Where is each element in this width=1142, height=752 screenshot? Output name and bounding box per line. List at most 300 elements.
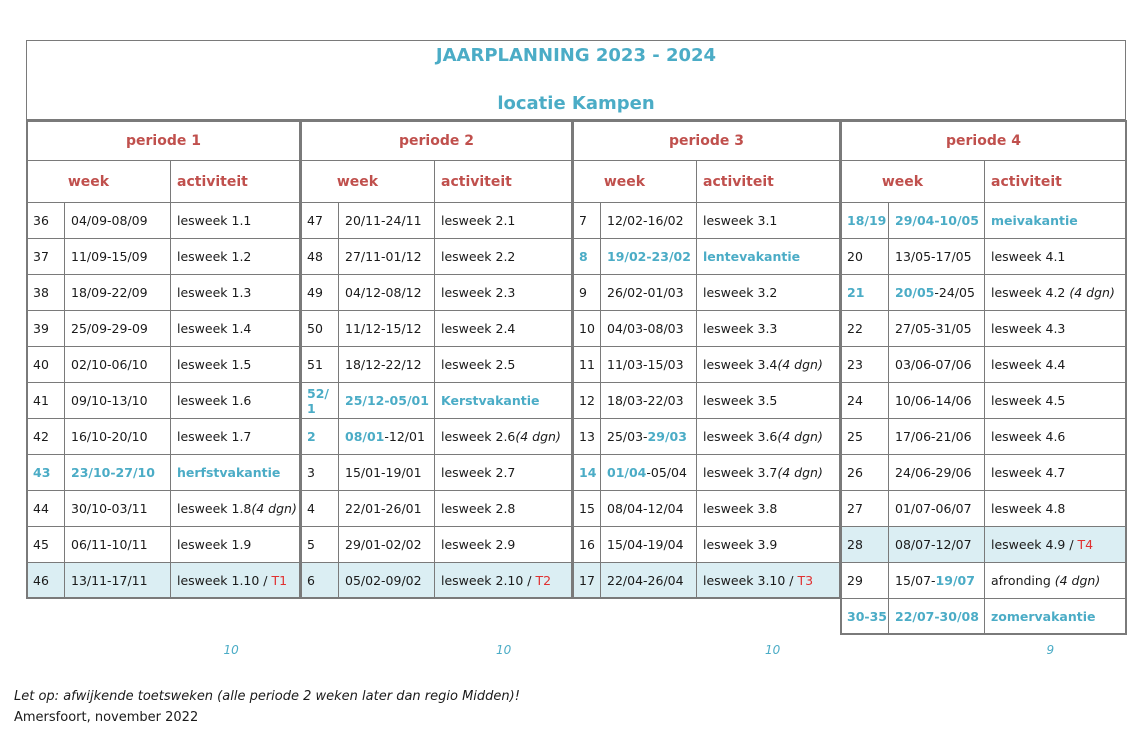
week-number-text: 38 — [33, 285, 49, 300]
activity-text: lesweek 3.8 — [703, 501, 778, 516]
date-start: 08/01 — [345, 429, 385, 444]
date-end: -12/01 — [384, 429, 425, 444]
activity — [696, 238, 841, 275]
week-number-text: 49 — [307, 285, 323, 300]
week-dates — [600, 526, 697, 563]
days-note: (4 dgn) — [1069, 285, 1115, 300]
activity — [984, 526, 1127, 563]
week-number-text: 15 — [579, 501, 595, 516]
date-end: 19/07 — [935, 573, 975, 588]
activity — [696, 454, 841, 491]
days-note: (4 dgn) — [251, 501, 297, 516]
activity-text: lesweek 1.3 — [177, 285, 252, 300]
page-title: JAARPLANNING 2023 - 2024 — [435, 45, 717, 66]
activity — [696, 526, 841, 563]
week-number-text: 2 — [307, 429, 316, 444]
date-range: 24/06-29/06 — [895, 465, 972, 480]
week-number-text: 41 — [33, 393, 49, 408]
date-range: 03/06-07/06 — [895, 357, 972, 372]
week-number-text: 21 — [847, 285, 865, 300]
week-dates — [600, 382, 697, 419]
week-dates — [64, 274, 171, 311]
footnote: Let op: afwijkende toetsweken (alle periode 2 weken later dan regio Midden)! — [14, 689, 520, 704]
date-range: 29/04-10/05 — [895, 213, 979, 228]
date-range: 10/06-14/06 — [895, 393, 972, 408]
week-number — [840, 598, 889, 635]
days-note: (4 dgn) — [515, 429, 561, 444]
week-number — [300, 454, 339, 491]
activity-text: lesweek 1.8 — [177, 501, 252, 516]
activity — [434, 562, 573, 599]
week-number — [300, 310, 339, 347]
activity — [170, 418, 301, 455]
date-range: 18/03-22/03 — [607, 393, 684, 408]
date-range: 25/12-05/01 — [345, 393, 429, 408]
activity-label: activiteit — [703, 173, 774, 190]
week-dates — [600, 274, 697, 311]
activity — [984, 490, 1127, 527]
week-dates — [338, 238, 435, 275]
week-dates — [338, 454, 435, 491]
days-note: (4 dgn) — [777, 429, 823, 444]
week-count-value: 10 — [765, 643, 781, 657]
activity-text: lesweek 1.1 — [177, 213, 252, 228]
week-dates — [338, 346, 435, 383]
activity-text: lesweek 1.7 — [177, 429, 252, 444]
activity-column-header — [984, 160, 1127, 203]
activity — [170, 346, 301, 383]
activity — [984, 202, 1127, 239]
week-number-text: 26 — [847, 465, 863, 480]
week-dates — [600, 490, 697, 527]
date-range: 04/12-08/12 — [345, 285, 422, 300]
week-number — [572, 526, 601, 563]
week-number-text: 48 — [307, 249, 323, 264]
activity-text: lesweek 4.6 — [991, 429, 1066, 444]
week-number-text: 17 — [579, 573, 595, 588]
activity — [984, 562, 1127, 599]
week-count — [1047, 643, 1055, 657]
activity-text: lesweek 3.5 — [703, 393, 778, 408]
week-number — [26, 274, 65, 311]
activity — [170, 202, 301, 239]
date-range: 06/11-10/11 — [71, 537, 148, 552]
activity — [696, 310, 841, 347]
test-marker: T4 — [1077, 537, 1094, 552]
activity-text: afronding — [991, 573, 1055, 588]
week-dates — [888, 526, 985, 563]
days-note: (4 dgn) — [1054, 573, 1101, 588]
test-marker: T2 — [535, 573, 552, 588]
week-number — [300, 562, 339, 599]
date-range: 17/06-21/06 — [895, 429, 972, 444]
week-dates — [64, 238, 171, 275]
week-number — [300, 526, 339, 563]
week-dates — [338, 418, 435, 455]
week-dates — [600, 418, 697, 455]
week-dates — [888, 238, 985, 275]
week-number — [26, 562, 65, 599]
week-number — [26, 490, 65, 527]
week-dates — [888, 454, 985, 491]
week-number — [572, 490, 601, 527]
activity-text: lesweek 2.5 — [441, 357, 516, 372]
activity — [984, 346, 1127, 383]
week-number-text: 7 — [579, 213, 587, 228]
activity-label: activiteit — [177, 173, 248, 190]
week-dates — [338, 382, 435, 419]
date-end: -05/04 — [646, 465, 687, 480]
date-range: 08/07-12/07 — [895, 537, 972, 552]
week-dates — [888, 274, 985, 311]
activity-text: lesweek 4.5 — [991, 393, 1066, 408]
activity-text: lesweek 4.9 / — [991, 537, 1078, 552]
activity — [434, 418, 573, 455]
week-number — [300, 346, 339, 383]
week-number-text: 36 — [33, 213, 49, 228]
activity — [696, 382, 841, 419]
week-dates — [888, 310, 985, 347]
week-number-text: 25 — [847, 429, 863, 444]
period-name: periode 2 — [399, 132, 474, 149]
activity — [434, 454, 573, 491]
date-range: 11/09-15/09 — [71, 249, 148, 264]
activity — [696, 562, 841, 599]
week-number — [572, 346, 601, 383]
week-number-text: 8 — [579, 249, 588, 264]
week-number-text: 50 — [307, 321, 323, 336]
week-number-text: 29 — [847, 573, 863, 588]
week-number-text: 6 — [307, 573, 315, 588]
date-range: 08/04-12/04 — [607, 501, 684, 516]
week-number — [572, 562, 601, 599]
week-dates — [888, 202, 985, 239]
week-number-text: 40 — [33, 357, 49, 372]
week-dates — [888, 562, 985, 599]
week-number — [840, 202, 889, 239]
activity-text: lesweek 4.2 — [991, 285, 1070, 300]
date-range: 27/05-31/05 — [895, 321, 972, 336]
activity-text: lesweek 2.6 — [441, 429, 516, 444]
activity — [984, 310, 1127, 347]
date-range: 12/02-16/02 — [607, 213, 684, 228]
activity — [434, 310, 573, 347]
date-end: -24/05 — [934, 285, 975, 300]
activity — [434, 238, 573, 275]
activity — [984, 454, 1127, 491]
date-end: 29/03 — [647, 429, 687, 444]
week-number-text: 16 — [579, 537, 595, 552]
activity-text: lesweek 3.9 — [703, 537, 778, 552]
week-number — [300, 202, 339, 239]
activity-text: lesweek 4.8 — [991, 501, 1066, 516]
activity — [696, 490, 841, 527]
date-range: 25/09-29-09 — [71, 321, 148, 336]
activity-text: lesweek 3.6 — [703, 429, 778, 444]
activity — [696, 346, 841, 383]
week-number-text: 11 — [579, 357, 595, 372]
week-dates — [888, 418, 985, 455]
date-start: 15/07- — [895, 573, 936, 588]
week-dates — [600, 562, 697, 599]
activity-text: lesweek 3.1 — [703, 213, 778, 228]
date-range: 13/05-17/05 — [895, 249, 972, 264]
week-number-text: 14 — [579, 465, 597, 480]
activity-text: lesweek 3.3 — [703, 321, 778, 336]
week-number-text: 9 — [579, 285, 587, 300]
week-dates — [600, 454, 697, 491]
activity-text: lesweek 3.10 / — [703, 573, 798, 588]
week-count-value: 10 — [496, 643, 512, 657]
week-dates — [64, 526, 171, 563]
place-date: Amersfoort, november 2022 — [14, 710, 199, 725]
date-range: 30/10-03/11 — [71, 501, 148, 516]
activity-text: zomervakantie — [991, 609, 1096, 624]
week-number — [26, 454, 65, 491]
activity-text: lesweek 4.7 — [991, 465, 1066, 480]
week-dates — [64, 382, 171, 419]
week-number — [572, 418, 601, 455]
date-range: 29/01-02/02 — [345, 537, 422, 552]
activity-text: lesweek 3.4 — [703, 357, 778, 372]
week-number-text: 5 — [307, 537, 315, 552]
date-range: 11/03-15/03 — [607, 357, 684, 372]
activity-text: meivakantie — [991, 213, 1078, 228]
date-range: 20/11-24/11 — [345, 213, 422, 228]
activity-column-header — [170, 160, 301, 203]
activity-text: lesweek 1.4 — [177, 321, 252, 336]
activity-text: lesweek 1.9 — [177, 537, 252, 552]
date-range: 15/01-19/01 — [345, 465, 422, 480]
date-range: 02/10-06/10 — [71, 357, 148, 372]
activity-text: lentevakantie — [703, 249, 801, 264]
week-number-text: 45 — [33, 537, 49, 552]
week-dates — [64, 562, 171, 599]
week-number — [572, 238, 601, 275]
date-range: 13/11-17/11 — [71, 573, 148, 588]
date-range: 22/04-26/04 — [607, 573, 684, 588]
week-number-text: 10 — [579, 321, 595, 336]
date-start: 25/03- — [607, 429, 648, 444]
week-number-text: 30-35 — [847, 609, 887, 624]
week-dates — [338, 202, 435, 239]
week-dates — [64, 454, 171, 491]
activity — [984, 274, 1127, 311]
week-number — [840, 454, 889, 491]
week-dates — [64, 310, 171, 347]
activity-text: lesweek 2.4 — [441, 321, 516, 336]
week-dates — [600, 202, 697, 239]
week-number — [840, 274, 889, 311]
week-number — [840, 418, 889, 455]
date-range: 04/03-08/03 — [607, 321, 684, 336]
week-number-text: 42 — [33, 429, 49, 444]
week-number — [300, 490, 339, 527]
activity — [170, 454, 301, 491]
week-number-text: 24 — [847, 393, 863, 408]
week-dates — [600, 310, 697, 347]
week-number-text: 20 — [847, 249, 863, 264]
activity-text: lesweek 4.4 — [991, 357, 1066, 372]
week-number — [26, 238, 65, 275]
date-range: 22/07-30/08 — [895, 609, 979, 624]
date-range: 18/12-22/12 — [345, 357, 422, 372]
date-range: 19/02-23/02 — [607, 249, 691, 264]
week-number-text: 22 — [847, 321, 863, 336]
activity — [170, 274, 301, 311]
activity — [984, 382, 1127, 419]
week-number-text: 52/1 — [307, 385, 329, 416]
activity — [696, 418, 841, 455]
week-number-text: 39 — [33, 321, 49, 336]
week-dates — [338, 526, 435, 563]
activity — [170, 490, 301, 527]
week-number — [840, 526, 889, 563]
week-number — [840, 490, 889, 527]
week-dates — [600, 346, 697, 383]
activity — [984, 418, 1127, 455]
week-column-header — [840, 160, 985, 203]
week-number — [300, 238, 339, 275]
week-number — [572, 274, 601, 311]
week-number — [840, 238, 889, 275]
date-range: 15/04-19/04 — [607, 537, 684, 552]
period-name: periode 4 — [946, 132, 1021, 149]
week-number — [840, 382, 889, 419]
week-number-text: 47 — [307, 213, 323, 228]
week-number-text: 4 — [307, 501, 315, 516]
week-number — [300, 274, 339, 311]
week-dates — [338, 490, 435, 527]
date-range: 26/02-01/03 — [607, 285, 684, 300]
activity — [170, 562, 301, 599]
week-count-value: 9 — [1046, 643, 1055, 657]
activity-text: herfstvakantie — [177, 465, 281, 480]
activity — [434, 274, 573, 311]
activity-text: lesweek 2.10 / — [441, 573, 536, 588]
activity-text: lesweek 3.2 — [703, 285, 778, 300]
week-number — [572, 454, 601, 491]
week-dates — [888, 490, 985, 527]
activity — [170, 526, 301, 563]
week-dates — [64, 202, 171, 239]
activity — [434, 526, 573, 563]
activity — [984, 238, 1127, 275]
week-number — [26, 202, 65, 239]
activity — [696, 202, 841, 239]
period-name: periode 1 — [126, 132, 201, 149]
days-note: (4 dgn) — [777, 357, 823, 372]
activity-text: lesweek 2.7 — [441, 465, 516, 480]
week-column-header — [572, 160, 697, 203]
activity-text: lesweek 2.9 — [441, 537, 516, 552]
period-header — [300, 120, 573, 161]
date-start: 01/04 — [607, 465, 647, 480]
activity-label: activiteit — [441, 173, 512, 190]
activity-text: lesweek 1.10 / — [177, 573, 272, 588]
week-label: week — [67, 173, 110, 190]
activity-text: lesweek 2.2 — [441, 249, 516, 264]
week-number — [572, 310, 601, 347]
activity — [434, 346, 573, 383]
week-column-header — [300, 160, 435, 203]
activity — [434, 382, 573, 419]
activity-column-header — [696, 160, 841, 203]
week-number — [840, 346, 889, 383]
days-note: (4 dgn) — [777, 465, 823, 480]
date-range: 05/02-09/02 — [345, 573, 422, 588]
date-range: 16/10-20/10 — [71, 429, 148, 444]
title-block — [26, 40, 1126, 120]
week-dates — [338, 562, 435, 599]
week-count — [765, 643, 780, 657]
week-count-value: 10 — [223, 643, 239, 657]
page-subtitle: locatie Kampen — [497, 93, 655, 114]
week-number — [840, 310, 889, 347]
week-label: week — [336, 173, 379, 190]
week-number-text: 12 — [579, 393, 595, 408]
week-number — [26, 310, 65, 347]
week-dates — [888, 346, 985, 383]
activity — [170, 382, 301, 419]
week-label: week — [881, 173, 924, 190]
activity — [984, 598, 1127, 635]
period-header — [572, 120, 841, 161]
activity — [696, 274, 841, 311]
week-number — [26, 526, 65, 563]
week-number — [840, 562, 889, 599]
week-number-text: 44 — [33, 501, 49, 516]
activity-text: lesweek 1.6 — [177, 393, 252, 408]
week-number — [300, 418, 339, 455]
period-name: periode 3 — [669, 132, 744, 149]
activity-text: lesweek 4.3 — [991, 321, 1066, 336]
week-number-text: 51 — [307, 357, 323, 372]
period-header — [26, 120, 301, 161]
week-number — [300, 382, 339, 419]
activity-text: lesweek 2.1 — [441, 213, 516, 228]
week-column-header — [26, 160, 171, 203]
test-marker: T1 — [271, 573, 288, 588]
activity-label: activiteit — [991, 173, 1062, 190]
activity-text: lesweek 1.2 — [177, 249, 252, 264]
activity-text: lesweek 1.5 — [177, 357, 252, 372]
activity-text: Kerstvakantie — [441, 393, 540, 408]
test-marker: T3 — [797, 573, 814, 588]
week-number-text: 13 — [579, 429, 595, 444]
week-count — [224, 643, 239, 657]
week-dates — [888, 598, 985, 635]
activity — [434, 202, 573, 239]
week-number — [572, 202, 601, 239]
activity — [434, 490, 573, 527]
week-dates — [338, 274, 435, 311]
week-number-text: 43 — [33, 465, 51, 480]
week-dates — [64, 418, 171, 455]
activity-text: lesweek 2.8 — [441, 501, 516, 516]
date-range: 09/10-13/10 — [71, 393, 148, 408]
date-range: 23/10-27/10 — [71, 465, 155, 480]
date-range: 01/07-06/07 — [895, 501, 972, 516]
activity-text: lesweek 4.1 — [991, 249, 1066, 264]
activity-text: lesweek 3.7 — [703, 465, 778, 480]
date-range: 18/09-22/09 — [71, 285, 148, 300]
week-dates — [600, 238, 697, 275]
week-number-text: 23 — [847, 357, 863, 372]
week-dates — [64, 490, 171, 527]
week-number — [26, 418, 65, 455]
week-dates — [888, 382, 985, 419]
